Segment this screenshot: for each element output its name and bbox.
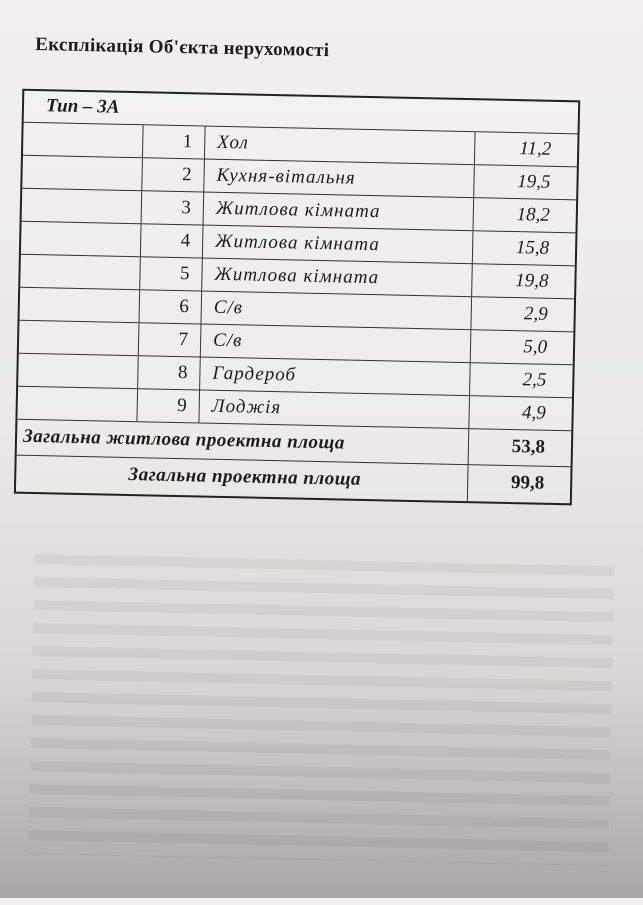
room-area: 2,9 <box>523 303 548 325</box>
room-name: Житлова кімната <box>204 193 475 231</box>
room-name: Лоджія <box>199 391 470 429</box>
room-number: 3 <box>142 191 205 224</box>
room-name: С/в <box>201 325 472 363</box>
total-area-label: Загальна проектна площа <box>16 456 469 501</box>
document-heading: Експлікація Об'єкта нерухомості <box>35 33 330 62</box>
room-area: 18,2 <box>516 204 551 226</box>
room-name: С/в <box>201 292 472 330</box>
room-area: 11,2 <box>519 138 552 160</box>
room-name: Кухня-вітальня <box>204 160 475 198</box>
room-number: 4 <box>141 224 204 257</box>
total-living-area-value: 53,8 <box>511 436 546 458</box>
room-number: 7 <box>139 323 202 356</box>
total-living-area-label: Загальна житлова проектна площа <box>17 420 470 464</box>
room-area: 19,5 <box>517 171 551 193</box>
room-area: 2,5 <box>522 369 547 391</box>
explication-table <box>14 89 580 506</box>
room-number: 9 <box>137 389 200 422</box>
room-area: 19,8 <box>514 270 549 292</box>
total-area-value: 99,8 <box>510 472 545 494</box>
room-number: 1 <box>143 125 206 158</box>
room-name: Житлова кімната <box>203 226 474 264</box>
room-name: Гардероб <box>200 358 471 396</box>
room-number: 6 <box>139 290 202 323</box>
bleed-through-text <box>28 554 614 866</box>
room-name: Житлова кімната <box>202 259 473 297</box>
room-name: Хол <box>205 127 476 165</box>
room-number: 5 <box>140 257 203 290</box>
room-number: 8 <box>138 356 201 389</box>
room-area: 15,8 <box>515 237 550 259</box>
room-area: 4,9 <box>521 402 546 424</box>
room-number: 2 <box>142 158 205 191</box>
type-label: Тип – 3А <box>24 91 579 135</box>
room-area: 5,0 <box>523 336 548 358</box>
